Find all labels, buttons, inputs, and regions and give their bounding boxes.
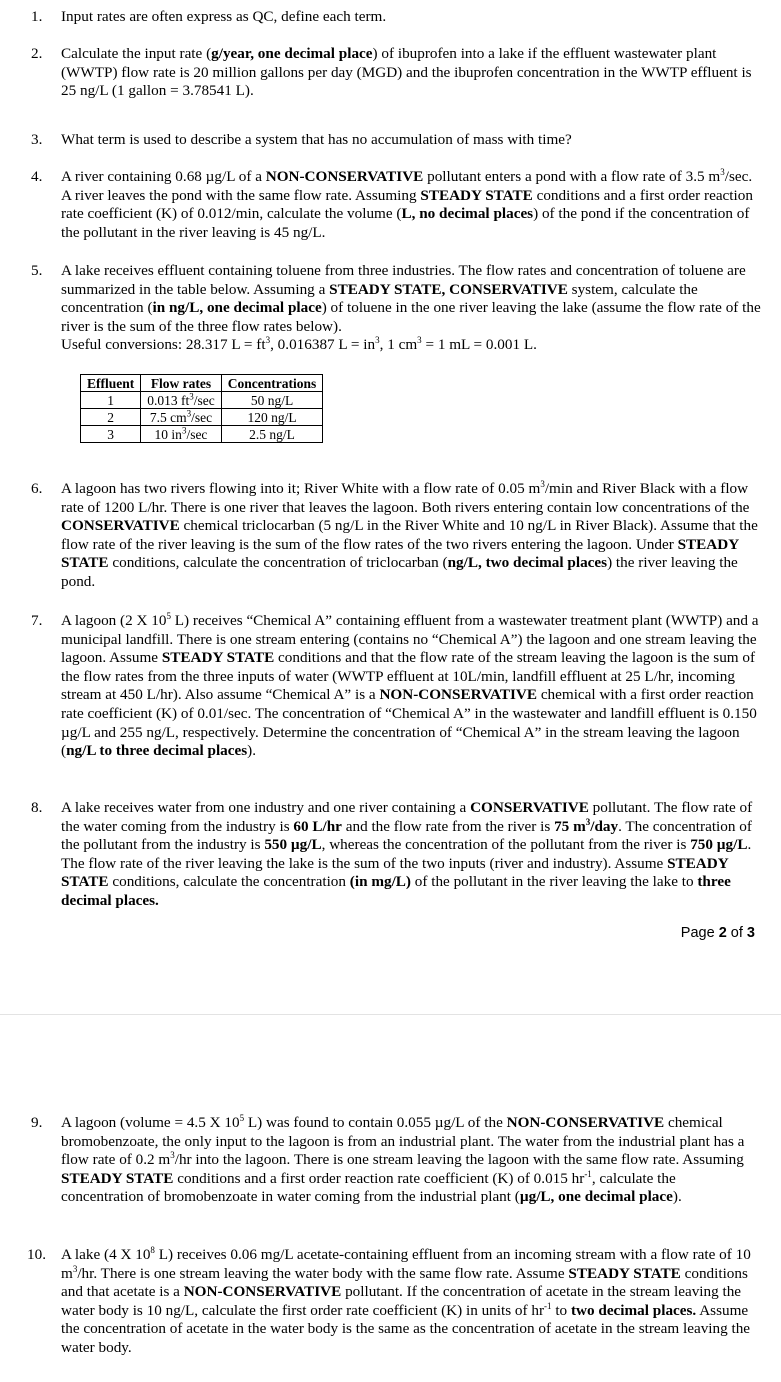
question-5 <box>31 262 761 355</box>
question-9 <box>31 1112 761 1207</box>
question-text: A lake receives effluent containing toluene from three industries. The flow rates and concentration of toluene are summarized in the table below. Assuming a STEADY STATE, CONSERVATIVE system, calculate the concentration (in ng/L, one decimal place) of toluene in the one river leaving the lake (assume the flow rate of the river is the sum of the three flow rates below). Useful conversions: 28.317 $L = ft^3$, 0.016387 $L = in^3$, 1 $cm^3 = 1$ mL = 0.001 L. <box>61 262 761 354</box>
question-number: 5. <box>31 262 43 279</box>
question-text: A river containing 0.68 µg/L of a NON-CONSERVATIVE pollutant enters a pond with a flow rate of 3.5 $m^3/\sec$. A river leaves the pond with the same flow rate. Assuming STEADY STATE conditions and a first order reaction rate coefficient (K) of 0.012/min, calculate the volume (L, no decimal places) of the pond if the concentration of the pollutant in the river leaving is 45 ng/L. <box>61 166 753 241</box>
table-row <box>81 409 323 426</box>
question-number: 6. <box>31 480 43 497</box>
question-text: A lagoon has two rivers flowing into it; River White with a flow rate of 0.05 $m^3/\min$ and River Black with a flow rate of 1200 L/hr. There is one river that leaves the lagoon. Both rivers entering contain low concentrations of the CONSERVATIVE chemical triclocarban (5 ng/L in the River White and 10 ng/L in River Black). Assume that the flow rate of the river leaving is the sum of the flow rates of the two rivers entering the lagoon. Under STEADY STATE conditions, calculate the concentration of triclocarban (ng/L, two decimal places) the river leaving the pond. <box>61 478 758 590</box>
table-cell: 2.5 ng/L <box>221 426 323 443</box>
page-number <box>681 925 755 941</box>
table-cell: 10 $in^3/\sec$ <box>141 426 222 443</box>
question-text: A lake receives water from one industry and one river containing a CONSERVATIVE pollutant. The flow rate of the water coming from the industry is 60 L/hr and the flow rate from the river is 75 $m^3$/day. The concentration of the pollutant from the industry is 550 µg/L, whereas the concentration of the pollutant from the river is 750 µg/L. The flow rate of the river leaving the lake is the sum of the two inputs (river and industry). Assume STEADY STATE conditions, calculate the concentration (in mg/L) of the pollutant in the river leaving the lake to three decimal places. <box>61 799 753 909</box>
page-2 <box>0 1015 781 1382</box>
table-cell: 120 ng/L <box>221 409 323 426</box>
table-cell: 50 ng/L <box>221 392 323 409</box>
question-7 <box>31 610 761 761</box>
table-row <box>81 426 323 443</box>
table-cell: 2 <box>81 409 141 426</box>
table-cell: 3 <box>81 426 141 443</box>
question-number: 2. <box>31 45 43 62</box>
question-number: 9. <box>31 1114 43 1131</box>
question-text: A lake (4 X $10^8$ L) receives 0.06 mg/L acetate-containing effluent from an incoming stream with a flow rate of 10 $m^3/hr$. There is one stream leaving the water body with the same flow rate. Assume STEADY STATE conditions and that acetate is a NON-CONSERVATIVE pollutant. If the concentration of acetate in the stream leaving the water body is 10 ng/L, calculate the first order rate coefficient (K) in units of $hr^{-1}$ to two decimal places. Assume the concentration of acetate in the water body is the same as the concentration of acetate in the stream leaving the water body. <box>61 1244 751 1356</box>
table-row <box>81 392 323 409</box>
table-cell: 0.013 $ft^3/\sec$ <box>141 392 222 409</box>
table-header-row <box>81 375 323 392</box>
question-text: A lagoon (2 X $10^5$ L) receives “Chemical A” containing effluent from a wastewater treatment plant (WWTP) and a municipal landfill. There is one stream entering (contains no “Chemical A”) the lagoon and one stream leaving the lagoon. Assume STEADY STATE conditions and that the flow rate of the stream leaving the lagoon is the sum of the flow rates from the three inputs of water (WWTP effluent at 10L/min, landfill effluent at 25 L/hr, incoming stream at 450 L/hr). Also assume “Chemical A” is a NON-CONSERVATIVE chemical with a first order reaction rate coefficient (K) of 0.01/sec. The concentration of “Chemical A” in the wastewater and landfill effluent is 0.150 µg/L and 255 ng/L, respectively. Determine the concentration of “Chemical A” in the stream leaving the lagoon (ng/L to three decimal places). <box>61 610 759 760</box>
toluene-effluent-table <box>80 374 323 443</box>
table-header-cell: Concentrations <box>221 375 323 392</box>
question-number: 1. <box>31 8 43 25</box>
page-number-prefix: Page <box>680 925 719 941</box>
question-2 <box>31 45 761 101</box>
question-8 <box>31 799 761 911</box>
question-number: 10. <box>27 1246 46 1263</box>
table-header-cell: Flow rates <box>141 375 222 392</box>
page-number-middle: of <box>726 925 747 941</box>
question-number: 7. <box>31 612 43 629</box>
question-text: A lagoon (volume = 4.5 X $10^5$ L) was found to contain 0.055 µg/L of the NON-CONSERVATIVE chemical bromobenzoate, the only input to the lagoon is from an industrial plant. The water from the industrial plant has a flow rate of 0.2 $m^3/hr$ into the lagoon. There is one stream leaving the lagoon with the same flow rate. Assuming STEADY STATE conditions and a first order reaction rate coefficient (K) of 0.015 $hr^{-1}$, calculate the concentration of bromobenzoate in water coming from the industrial plant (µg/L, one decimal place). <box>61 1112 745 1206</box>
page-number-current: 2 <box>718 925 727 941</box>
question-text: Calculate the input rate (g/year, one decimal place) of ibuprofen into a lake if the effluent wastewater plant (WWTP) flow rate is 20 million gallons per day (MGD) and the ibuprofen concentration in the WWTP effluent is 25 ng/L (1 gallon = 3.78541 L). <box>61 45 752 100</box>
table-cell: 7.5 $cm^3/\sec$ <box>141 409 222 426</box>
question-1 <box>31 8 761 27</box>
question-text: Input rates are often express as QC, define each term. <box>61 8 387 25</box>
question-number: 3. <box>31 131 43 148</box>
question-number: 4. <box>31 168 43 185</box>
question-10 <box>27 1244 761 1358</box>
question-3 <box>31 131 761 150</box>
question-4 <box>31 166 761 242</box>
page-number-total: 3 <box>746 925 755 941</box>
table-cell: 1 <box>81 392 141 409</box>
question-number: 8. <box>31 799 43 816</box>
table-header-cell: Effluent <box>81 375 141 392</box>
question-text: What term is used to describe a system that has no accumulation of mass with time? <box>61 131 572 148</box>
question-6 <box>31 478 761 592</box>
